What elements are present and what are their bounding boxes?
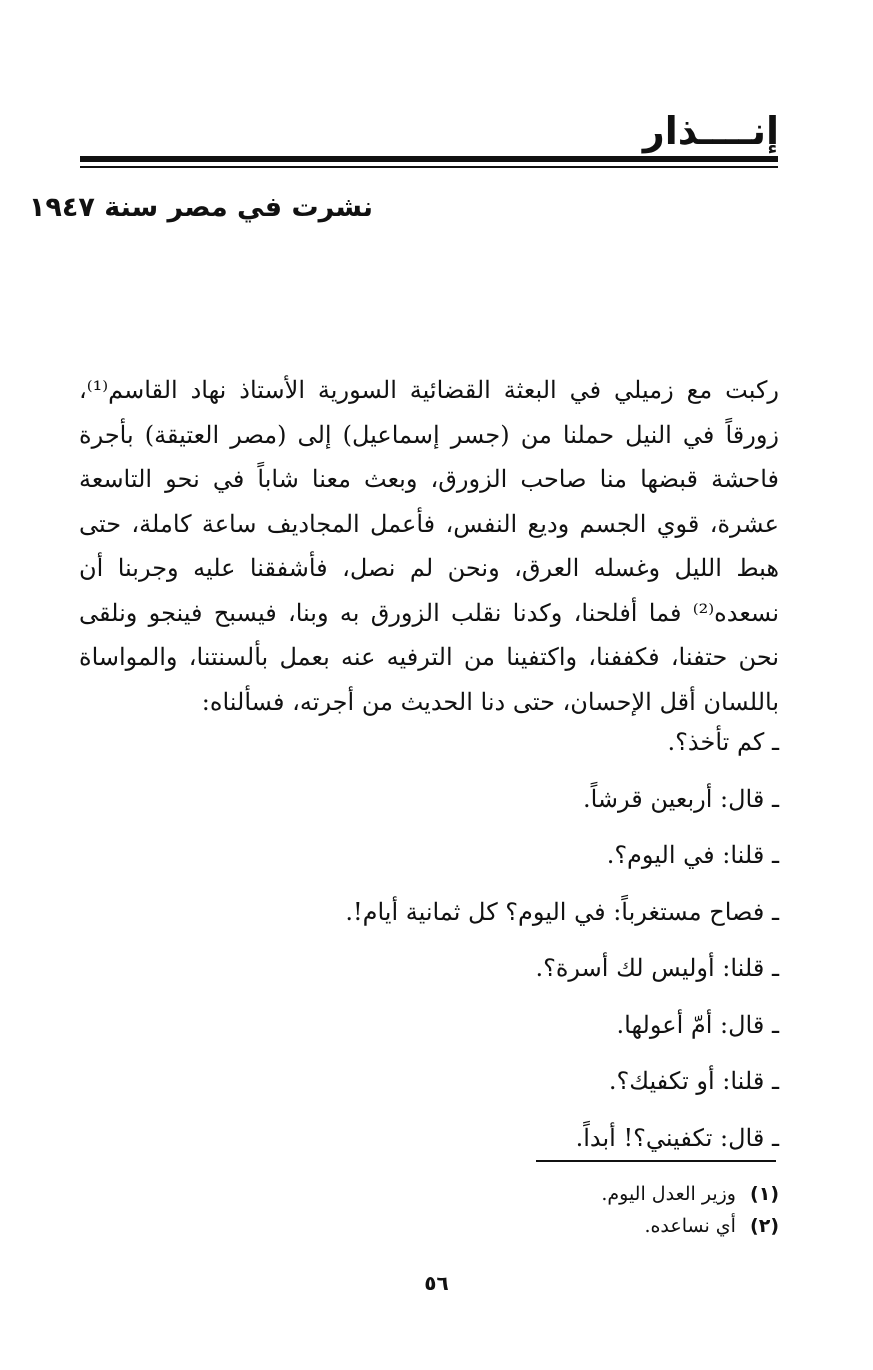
footnote-text: وزير العدل اليوم. bbox=[601, 1183, 736, 1205]
footnote-divider bbox=[536, 1160, 776, 1162]
dialogue-line: ـ فصاح مستغرباً: في اليوم؟ كل ثمانية أيام!. bbox=[345, 897, 779, 926]
footnote bbox=[601, 1210, 779, 1242]
footnote bbox=[601, 1178, 779, 1210]
page-subtitle: نشرت في مصر سنة ١٩٤٧ bbox=[28, 192, 373, 223]
dialogue-line: ـ قلنا: أوليس لك أسرة؟. bbox=[535, 954, 779, 982]
dialogue-line: ـ قال: أربعين قرشاً. bbox=[582, 784, 779, 813]
footnote-number: (٢) bbox=[750, 1215, 779, 1237]
dialogue-line: ـ قلنا: أو تكفيك؟. bbox=[608, 1067, 779, 1095]
dialogue-list bbox=[79, 714, 779, 1166]
title-rule-thick bbox=[80, 156, 778, 162]
dialogue-line: ـ قلنا: في اليوم؟. bbox=[606, 841, 779, 869]
footnote-text: أي نساعده. bbox=[644, 1215, 736, 1237]
dialogue-line: ـ قال: تكفيني؟! أبداً. bbox=[575, 1123, 779, 1152]
dialogue-line: ـ كم تأخذ؟. bbox=[667, 728, 779, 756]
dialogue-line: ـ قال: أمّ أعولها. bbox=[616, 1010, 779, 1039]
page-number: ٥٦ bbox=[424, 1271, 449, 1295]
footnotes-list bbox=[601, 1178, 779, 1242]
page-title: إنــــذار bbox=[642, 109, 779, 153]
title-rule-thin bbox=[80, 166, 778, 168]
footnote-number: (١) bbox=[750, 1183, 779, 1205]
body-paragraph: ركبت مع زميلي في البعثة القضائية السورية الأستاذ نهاد القاسم⁽¹⁾، زورقاً في النيل حملنا من (جسر إسماعيل) إلى (مصر العتيقة) بأجرة فاحشة قبضها منا صاحب الزورق، وبعث معنا شاباً في نحو التاسعة عشرة، قوي الجسم وديع النفس، فأعمل المجاديف ساعة كاملة، حتى هبط الليل وغسله العرق، ونحن لم نصل، فأشفقنا عليه وجربنا أن نسعده⁽²⁾ فما أفلحنا، وكدنا نقلب الزورق به وبنا، فيسبح فينجو ونلقى نحن حتفنا، فكففنا، واكتفينا من الترفيه عنه بعمل بألسنتنا، والمواساة باللسان أقل الإحسان، حتى دنا الحديث من أجرته، فسألناه: bbox=[79, 376, 779, 716]
